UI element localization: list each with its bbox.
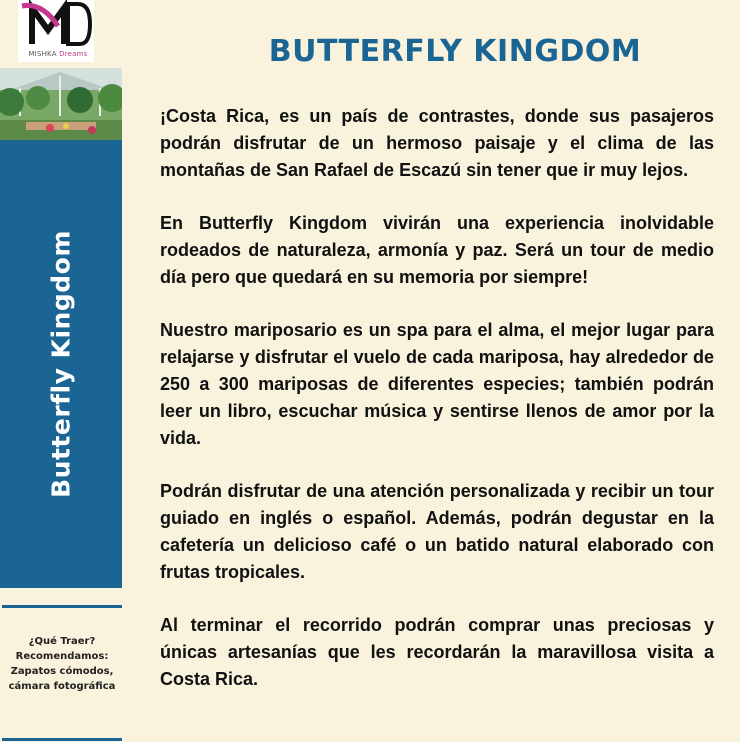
- divider: [2, 605, 122, 608]
- paragraph: En Butterfly Kingdom vivirán una experiencia inolvidable rodeados de naturaleza, armonía y paz. Será un tour de medio día pero que quedará en su memoria por siempre!: [160, 213, 714, 287]
- recommend-label: Recomendamos:: [15, 651, 109, 662]
- recommend-item: Zapatos cómodos,: [10, 666, 114, 677]
- logo-text: [22, 50, 94, 58]
- recommend-heading: ¿Qué Traer?: [28, 636, 96, 647]
- page-title: BUTTERFLY KINGDOM: [268, 34, 642, 69]
- divider: [2, 738, 122, 741]
- banner-title: Butterfly Kingdom: [46, 230, 76, 498]
- paragraph: Al terminar el recorrido podrán comprar unas preciosas y únicas artesanías que les recordarán la maravillosa visita a Costa Rica.: [160, 615, 714, 689]
- logo-mark-icon: [18, 0, 94, 52]
- logo-sub: Dreams: [59, 50, 88, 58]
- garden-photo-image: [0, 68, 122, 140]
- garden-photo: [0, 68, 122, 140]
- sidebar: [0, 0, 124, 742]
- side-banner: [0, 140, 122, 588]
- paragraph: ¡Costa Rica, es un país de contrastes, donde sus pasajeros podrán disfrutar de un hermoso paisaje y el clima de las montañas de San Rafael de Escazú sin tener que ir muy lejos.: [160, 106, 714, 180]
- brand-logo: [18, 0, 94, 62]
- recommend-item: cámara fotográfica: [8, 681, 116, 692]
- recommendations: [0, 634, 124, 694]
- logo-brand: MISHKA: [28, 50, 57, 58]
- paragraph: Nuestro mariposario es un spa para el alma, el mejor lugar para relajarse y disfrutar el vuelo de cada mariposa, hay alrededor de 250 a 300 mariposas de diferentes especies; también podrán leer un libro, escuchar música y sentirse llenos de amor por la vida.: [160, 320, 714, 448]
- paragraph: Podrán disfrutar de una atención personalizada y recibir un tour guiado en inglés o español. Además, podrán degustar en la cafetería un delicioso café o un batido natural elaborado con frutas tropicales.: [160, 481, 714, 582]
- main-content: [160, 103, 714, 719]
